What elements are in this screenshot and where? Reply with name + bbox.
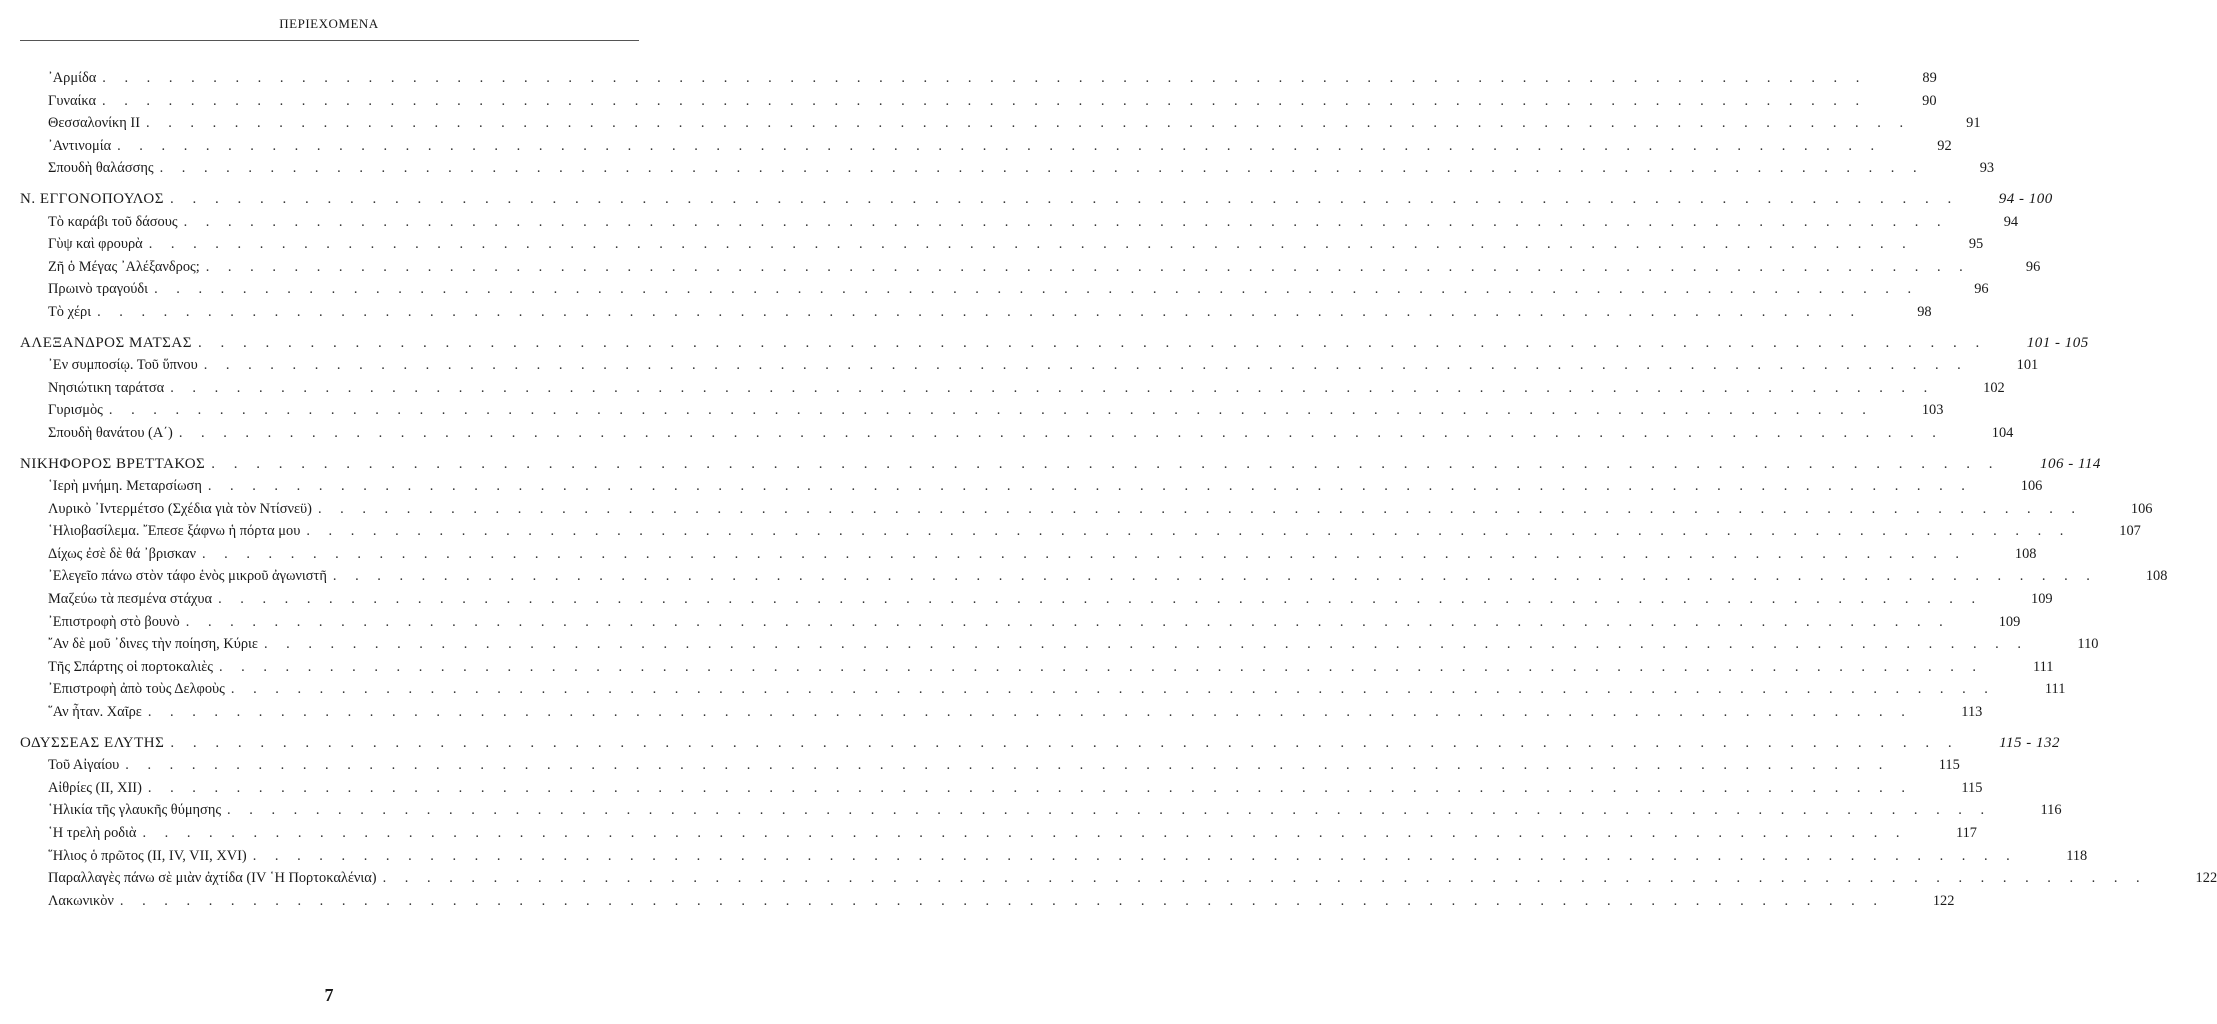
dot-leader: . . . . . . . . . . . . . . . . . . . . . . . . . . . . . . . . . . . . . . . . . . . . . . . . . . . . . . . . . . . . . . . . . . . . . . . . . . . . . . . . — [147, 779, 1913, 796]
page-number: 117 — [1955, 825, 1977, 841]
page-number: 108 — [2145, 568, 2168, 585]
dot-leader: . . . . . . . . . . . . . . . . . . . . . . . . . . . . . . . . . . . . . . . . . . . . . . . . . . . . . . . . . . . . . . . . . . . . . . . . . . . . . . . . — [306, 523, 2071, 540]
page-number: 122 — [2195, 870, 2217, 887]
toc-entry-row — [20, 656, 2054, 679]
toc-entry-row — [20, 498, 2153, 521]
toc-entry-row — [20, 799, 2062, 822]
toc-entry-row — [20, 301, 1932, 324]
page-number: 94 — [2003, 213, 2019, 230]
dot-leader: . . . . . . . . . . . . . . . . . . . . . . . . . . . . . . . . . . . . . . . . . . . . . . . . . . . . . . . . . . . . . . . . . . . . . . . . . . . . . . . . — [170, 379, 1935, 396]
entry-title: Γυρισμὸς — [48, 402, 103, 419]
page-number: 89 — [1922, 70, 1937, 86]
toc-entry-row — [20, 377, 2005, 400]
dot-leader: . . . . . . . . . . . . . . . . . . . . . . . . . . . . . . . . . . . . . . . . . . . . . . . . . . . . . . . . . . . . . . . . . . . . . . . . . . . . . . . . — [230, 681, 1996, 698]
author-name: ΝΙΚΗΦΟΡΟΣ ΒΡΕΤΤΑΚΟΣ — [20, 455, 206, 472]
toc-entry-row — [20, 543, 2037, 566]
dot-leader: . . . . . . . . . . . . . . . . . . . . . . . . . . . . . . . . . . . . . . . . . . . . . . . . . . . . . . . . . . . . . . . . . . . . . . . . . . . . . . . . — [252, 847, 2018, 864]
dot-leader: . . . . . . . . . . . . . . . . . . . . . . . . . . . . . . . . . . . . . . . . . . . . . . . . . . . . . . . . . . . . . . . . . . . . . . . . . . . . . . . . — [201, 545, 1967, 562]
toc-section — [20, 445, 2168, 724]
dot-leader: . . . . . . . . . . . . . . . . . . . . . . . . . . . . . . . . . . . . . . . . . . . . . . . . . . . . . . . . . . . . . . . . . . . . . . . . . . . . . . . . — [185, 613, 1951, 630]
toc-entry-row — [20, 399, 1944, 422]
dot-leader: . . . . . . . . . . . . . . . . . . . . . . . . . . . . . . . . . . . . . . . . . . . . . . . . . . . . . . . . . . . . . . . . . . . . . . . . . . . . . . . . — [102, 92, 1867, 109]
entry-title: Σπουδὴ θαλάσσης — [48, 160, 154, 177]
page-number: 106 — [2130, 500, 2153, 517]
dot-leader: . . . . . . . . . . . . . . . . . . . . . . . . . . . . . . . . . . . . . . . . . . . . . . . . . . . . . . . . . . . . . . . . . . . . . . . . . . . . . . . . — [148, 236, 1914, 253]
entry-title: Λυρικὸ ᾿Ιντερμέτσο (Σχέδια γιὰ τὸν Ντίσνεϋ) — [48, 500, 312, 517]
dot-leader: . . . . . . . . . . . . . . . . . . . . . . . . . . . . . . . . . . . . . . . . . . . . . . . . . . . . . . . . . . . . . . . . . . . . . . . . . . . . . . . . — [159, 160, 1925, 177]
entry-title: Σπουδὴ θανάτου (Α΄) — [48, 424, 173, 441]
dot-leader: . . . . . . . . . . . . . . . . . . . . . . . . . . . . . . . . . . . . . . . . . . . . . . . . . . . . . . . . . . . . . . . . . . . . . . . . . . . . . . . . — [154, 281, 1919, 298]
toc-entry-row — [20, 611, 2021, 634]
dot-leader: . . . . . . . . . . . . . . . . . . . . . . . . . . . . . . . . . . . . . . . . . . . . . . . . . . . . . . . . . . . . . . . . . . . . . . . . . . . . . . . . — [197, 334, 1987, 351]
author-name: Ν. ΕΓΓΟΝΟΠΟΥΛΟΣ — [20, 190, 164, 207]
toc-entry-row — [20, 475, 2043, 498]
toc-entry-row — [20, 67, 1937, 90]
page-number: 98 — [1917, 303, 1932, 320]
toc-entry-row — [20, 588, 2053, 611]
dot-leader: . . . . . . . . . . . . . . . . . . . . . . . . . . . . . . . . . . . . . . . . . . . . . . . . . . . . . . . . . . . . . . . . . . . . . . . . . . . . . . . . — [183, 213, 1949, 230]
dot-leader: . . . . . . . . . . . . . . . . . . . . . . . . . . . . . . . . . . . . . . . . . . . . . . . . . . . . . . . . . . . . . . . . . . . . . . . . . . . . . . . . — [218, 658, 1984, 675]
dot-leader: . . . . . . . . . . . . . . . . . . . . . . . . . . . . . . . . . . . . . . . . . . . . . . . . . . . . . . . . . . . . . . . . . . . . . . . . . . . . . . . . — [205, 258, 1971, 275]
toc-entry-row — [20, 890, 1955, 913]
page-number: 111 — [2032, 658, 2054, 675]
page-range: 115 - 132 — [1999, 734, 2060, 751]
entry-title: ῞Ηλιος ὁ πρῶτος (II, IV, VII, XVI) — [48, 847, 247, 864]
entry-title: Πρωινὸ τραγούδι — [48, 281, 149, 298]
page-number: 118 — [2066, 847, 2088, 864]
toc-author-row — [20, 453, 2101, 476]
page-number: 93 — [1979, 160, 1995, 177]
header-rule — [20, 40, 639, 41]
entry-title: Παραλλαγὲς πάνω σὲ μιὰν ἀχτίδα (IV ῾Η Πορτοκαλένια) — [48, 870, 377, 887]
entry-title: Αἰθρίες (II, XII) — [48, 779, 142, 796]
toc-section — [20, 724, 2217, 913]
dot-leader: . . . . . . . . . . . . . . . . . . . . . . . . . . . . . . . . . . . . . . . . . . . . . . . . . . . . . . . . . . . . . . . . . . . . . . . . . . . . . . . . — [108, 402, 1874, 419]
page-number: 113 — [1961, 704, 1983, 721]
toc-entry-row — [20, 157, 1995, 180]
toc-entry-row — [20, 633, 2099, 656]
toc-entry-row — [20, 278, 1989, 301]
entry-title: Μαζεύω τὰ πεσμένα στάχυα — [48, 591, 213, 608]
entry-title: ῾Ηλιοβασίλεμα. ῎Επεσε ξάφνω ἡ πόρτα μου — [48, 523, 301, 540]
dot-leader: . . . . . . . . . . . . . . . . . . . . . . . . . . . . . . . . . . . . . . . . . . . . . . . . . . . . . . . . . . . . . . . . . . . . . . . . . . . . . . . . — [218, 591, 1983, 608]
entry-title: ᾿Εν συμποσίῳ. Τοῦ ὕπνου — [48, 357, 198, 374]
page-number: 7 — [324, 985, 334, 1005]
entry-title: Ζῆ ὁ Μέγας ᾿Αλέξανδρος; — [48, 258, 200, 275]
toc-section — [20, 180, 2053, 324]
dot-leader: . . . . . . . . . . . . . . . . . . . . . . . . . . . . . . . . . . . . . . . . . . . . . . . . . . . . . . . . . . . . . . . . . . . . . . . . . . . . . . . . — [317, 500, 2083, 517]
page-number: 108 — [2014, 545, 2037, 562]
entry-title: ῎Αν δὲ μοῦ ᾿δινες τὴν ποίηση, Κύριε — [48, 636, 258, 653]
running-head: ΠΕΡΙΕΧΟΜΕΝΑ — [279, 16, 379, 31]
entry-title: Δίχως ἐσὲ δὲ θά ᾿βρισκαν — [48, 545, 196, 562]
page-number: 110 — [2077, 636, 2099, 653]
entry-title: ῞Αν ἦταν. Χαῖρε — [48, 704, 142, 721]
toc-entry-row — [20, 754, 1960, 777]
page-number: 90 — [1922, 92, 1937, 109]
dot-leader: . . . . . . . . . . . . . . . . . . . . . . . . . . . . . . . . . . . . . . . . . . . . . . . . . . . . . . . . . . . . . . . . . . . . . . . . . . . . . . . . — [382, 870, 2148, 887]
page-number: 95 — [1968, 236, 1984, 253]
entry-title: ᾿Αντινομία — [48, 137, 112, 154]
entry-title: ῾Ιερὴ μνήμη. Μεταρσίωση — [48, 478, 202, 495]
toc-entry-row — [20, 354, 2039, 377]
entry-title: ᾿Επιστροφὴ ἀπὸ τοὺς Δελφοὺς — [48, 681, 225, 698]
toc-entry-row — [20, 422, 2014, 445]
dot-leader: . . . . . . . . . . . . . . . . . . . . . . . . . . . . . . . . . . . . . . . . . . . . . . . . . . . . . . . . . . . . . . . . . . . . . . . . . . . . . . . . — [203, 357, 1969, 374]
page-number: 96 — [1974, 281, 1989, 298]
page-range: 94 - 100 — [1998, 190, 2053, 207]
page-number: 115 — [1961, 779, 1983, 796]
entry-title: Θεσσαλονίκη II — [48, 115, 141, 132]
toc-entry-row — [20, 256, 2041, 279]
page-number: 116 — [2040, 802, 2062, 819]
dot-leader: . . . . . . . . . . . . . . . . . . . . . . . . . . . . . . . . . . . . . . . . . . . . . . . . . . . . . . . . . . . . . . . . . . . . . . . . . . . . . . . . — [142, 825, 1907, 841]
entry-title: ᾿Επιστροφὴ στὸ βουνὸ — [48, 613, 180, 630]
section-gap — [20, 445, 639, 453]
dot-leader: . . . . . . . . . . . . . . . . . . . . . . . . . . . . . . . . . . . . . . . . . . . . . . . . . . . . . . . . . . . . . . . . . . . . . . . . . . . . . . . . — [263, 636, 2029, 653]
dot-leader: . . . . . . . . . . . . . . . . . . . . . . . . . . . . . . . . . . . . . . . . . . . . . . . . . . . . . . . . . . . . . . . . . . . . . . . . . . . . . . . . — [211, 455, 2001, 472]
toc-entry-row — [20, 777, 1983, 800]
toc-entry-row — [20, 867, 2217, 890]
page-range: 101 - 105 — [2026, 334, 2089, 351]
entry-title: Τοῦ Αἰγαίου — [48, 757, 120, 774]
dot-leader: . . . . . . . . . . . . . . . . . . . . . . . . . . . . . . . . . . . . . . . . . . . . . . . . . . . . . . . . . . . . . . . . . . . . . . . . . . . . . . . . — [169, 190, 1959, 207]
entry-title: Γὺψ καὶ φρουρὰ — [48, 236, 143, 253]
toc-entry-row — [20, 678, 2066, 701]
toc-entry-row — [20, 90, 1937, 113]
toc-author-row — [20, 732, 2060, 755]
section-gap — [20, 180, 639, 188]
toc-section — [20, 324, 2089, 445]
page-number: 101 — [2016, 357, 2039, 374]
page-number: 92 — [1937, 137, 1952, 154]
entry-title: Γυναίκα — [48, 92, 97, 109]
toc-entry-row — [20, 845, 2088, 868]
entry-title: Τῆς Σπάρτης οἱ πορτοκαλιὲς — [48, 658, 213, 675]
dot-leader: . . . . . . . . . . . . . . . . . . . . . . . . . . . . . . . . . . . . . . . . . . . . . . . . . . . . . . . . . . . . . . . . . . . . . . . . . . . . . . . . — [147, 704, 1913, 721]
page-number: 122 — [1932, 892, 1955, 909]
entry-title: Τὸ χέρι — [48, 303, 92, 320]
toc-entry-row — [20, 135, 1952, 158]
toc-entry-row — [20, 822, 1977, 845]
toc-entry-row — [20, 112, 1981, 135]
page-number: 107 — [2119, 523, 2141, 540]
page-number: 109 — [2031, 591, 2053, 608]
dot-leader: . . . . . . . . . . . . . . . . . . . . . . . . . . . . . . . . . . . . . . . . . . . . . . . . . . . . . . . . . . . . . . . . . . . . . . . . . . . . . . . . — [97, 303, 1862, 320]
page-number: 109 — [1998, 613, 2021, 630]
section-gap — [20, 724, 639, 732]
author-name: ΟΔΥΣΣΕΑΣ ΕΛΥΤΗΣ — [20, 734, 165, 751]
page-number: 111 — [2044, 681, 2066, 698]
page-number: 96 — [2025, 258, 2041, 275]
page-number: 115 — [1938, 757, 1960, 774]
dot-leader: . . . . . . . . . . . . . . . . . . . . . . . . . . . . . . . . . . . . . . . . . . . . . . . . . . . . . . . . . . . . . . . . . . . . . . . . . . . . . . . . — [125, 757, 1890, 774]
toc-entry-row — [20, 233, 1984, 256]
page-number: 104 — [1991, 424, 2014, 441]
dot-leader: . . . . . . . . . . . . . . . . . . . . . . . . . . . . . . . . . . . . . . . . . . . . . . . . . . . . . . . . . . . . . . . . . . . . . . . . . . . . . . . . — [227, 802, 1992, 819]
entry-title: Λακωνικὸν — [48, 892, 114, 909]
page-number: 106 — [2020, 478, 2043, 495]
dot-leader: . . . . . . . . . . . . . . . . . . . . . . . . . . . . . . . . . . . . . . . . . . . . . . . . . . . . . . . . . . . . . . . . . . . . . . . . . . . . . . . . — [102, 70, 1867, 86]
table-of-contents — [20, 67, 2217, 912]
toc-entry-row — [20, 520, 2141, 543]
toc-entry-row — [20, 211, 2019, 234]
dot-leader: . . . . . . . . . . . . . . . . . . . . . . . . . . . . . . . . . . . . . . . . . . . . . . . . . . . . . . . . . . . . . . . . . . . . . . . . . . . . . . . . — [146, 115, 1911, 132]
toc-section — [20, 67, 1995, 180]
dot-leader: . . . . . . . . . . . . . . . . . . . . . . . . . . . . . . . . . . . . . . . . . . . . . . . . . . . . . . . . . . . . . . . . . . . . . . . . . . . . . . . . — [332, 568, 2098, 585]
page-number: 102 — [1983, 379, 2005, 396]
entry-title: Τὸ καράβι τοῦ δάσους — [48, 213, 178, 230]
entry-title: ῾Η τρελὴ ροδιὰ — [48, 825, 137, 841]
page-number: 91 — [1966, 115, 1981, 132]
section-gap — [20, 324, 639, 332]
entry-title: ῾Ηλικία τῆς γλαυκῆς θύμησης — [48, 802, 222, 819]
toc-author-row — [20, 332, 2089, 355]
toc-entry-row — [20, 701, 1983, 724]
entry-title: ᾿Ελεγεῖο πάνω στὸν τάφο ἑνὸς μικροῦ ἀγωνιστῆ — [48, 568, 327, 585]
toc-author-row — [20, 188, 2053, 211]
page-range: 106 - 114 — [2040, 455, 2101, 472]
dot-leader: . . . . . . . . . . . . . . . . . . . . . . . . . . . . . . . . . . . . . . . . . . . . . . . . . . . . . . . . . . . . . . . . . . . . . . . . . . . . . . . . — [170, 734, 1960, 751]
entry-title: ᾿Αρμίδα — [48, 70, 97, 86]
dot-leader: . . . . . . . . . . . . . . . . . . . . . . . . . . . . . . . . . . . . . . . . . . . . . . . . . . . . . . . . . . . . . . . . . . . . . . . . . . . . . . . . — [119, 892, 1885, 909]
dot-leader: . . . . . . . . . . . . . . . . . . . . . . . . . . . . . . . . . . . . . . . . . . . . . . . . . . . . . . . . . . . . . . . . . . . . . . . . . . . . . . . . — [178, 424, 1944, 441]
toc-entry-row — [20, 565, 2168, 588]
author-name: ΑΛΕΞΑΝΔΡΟΣ ΜΑΤΣΑΣ — [20, 334, 192, 351]
page-number: 103 — [1921, 402, 1944, 419]
entry-title: Νησιώτικη ταράτσα — [48, 379, 165, 396]
dot-leader: . . . . . . . . . . . . . . . . . . . . . . . . . . . . . . . . . . . . . . . . . . . . . . . . . . . . . . . . . . . . . . . . . . . . . . . . . . . . . . . . — [207, 478, 1973, 495]
dot-leader: . . . . . . . . . . . . . . . . . . . . . . . . . . . . . . . . . . . . . . . . . . . . . . . . . . . . . . . . . . . . . . . . . . . . . . . . . . . . . . . . — [117, 137, 1882, 154]
